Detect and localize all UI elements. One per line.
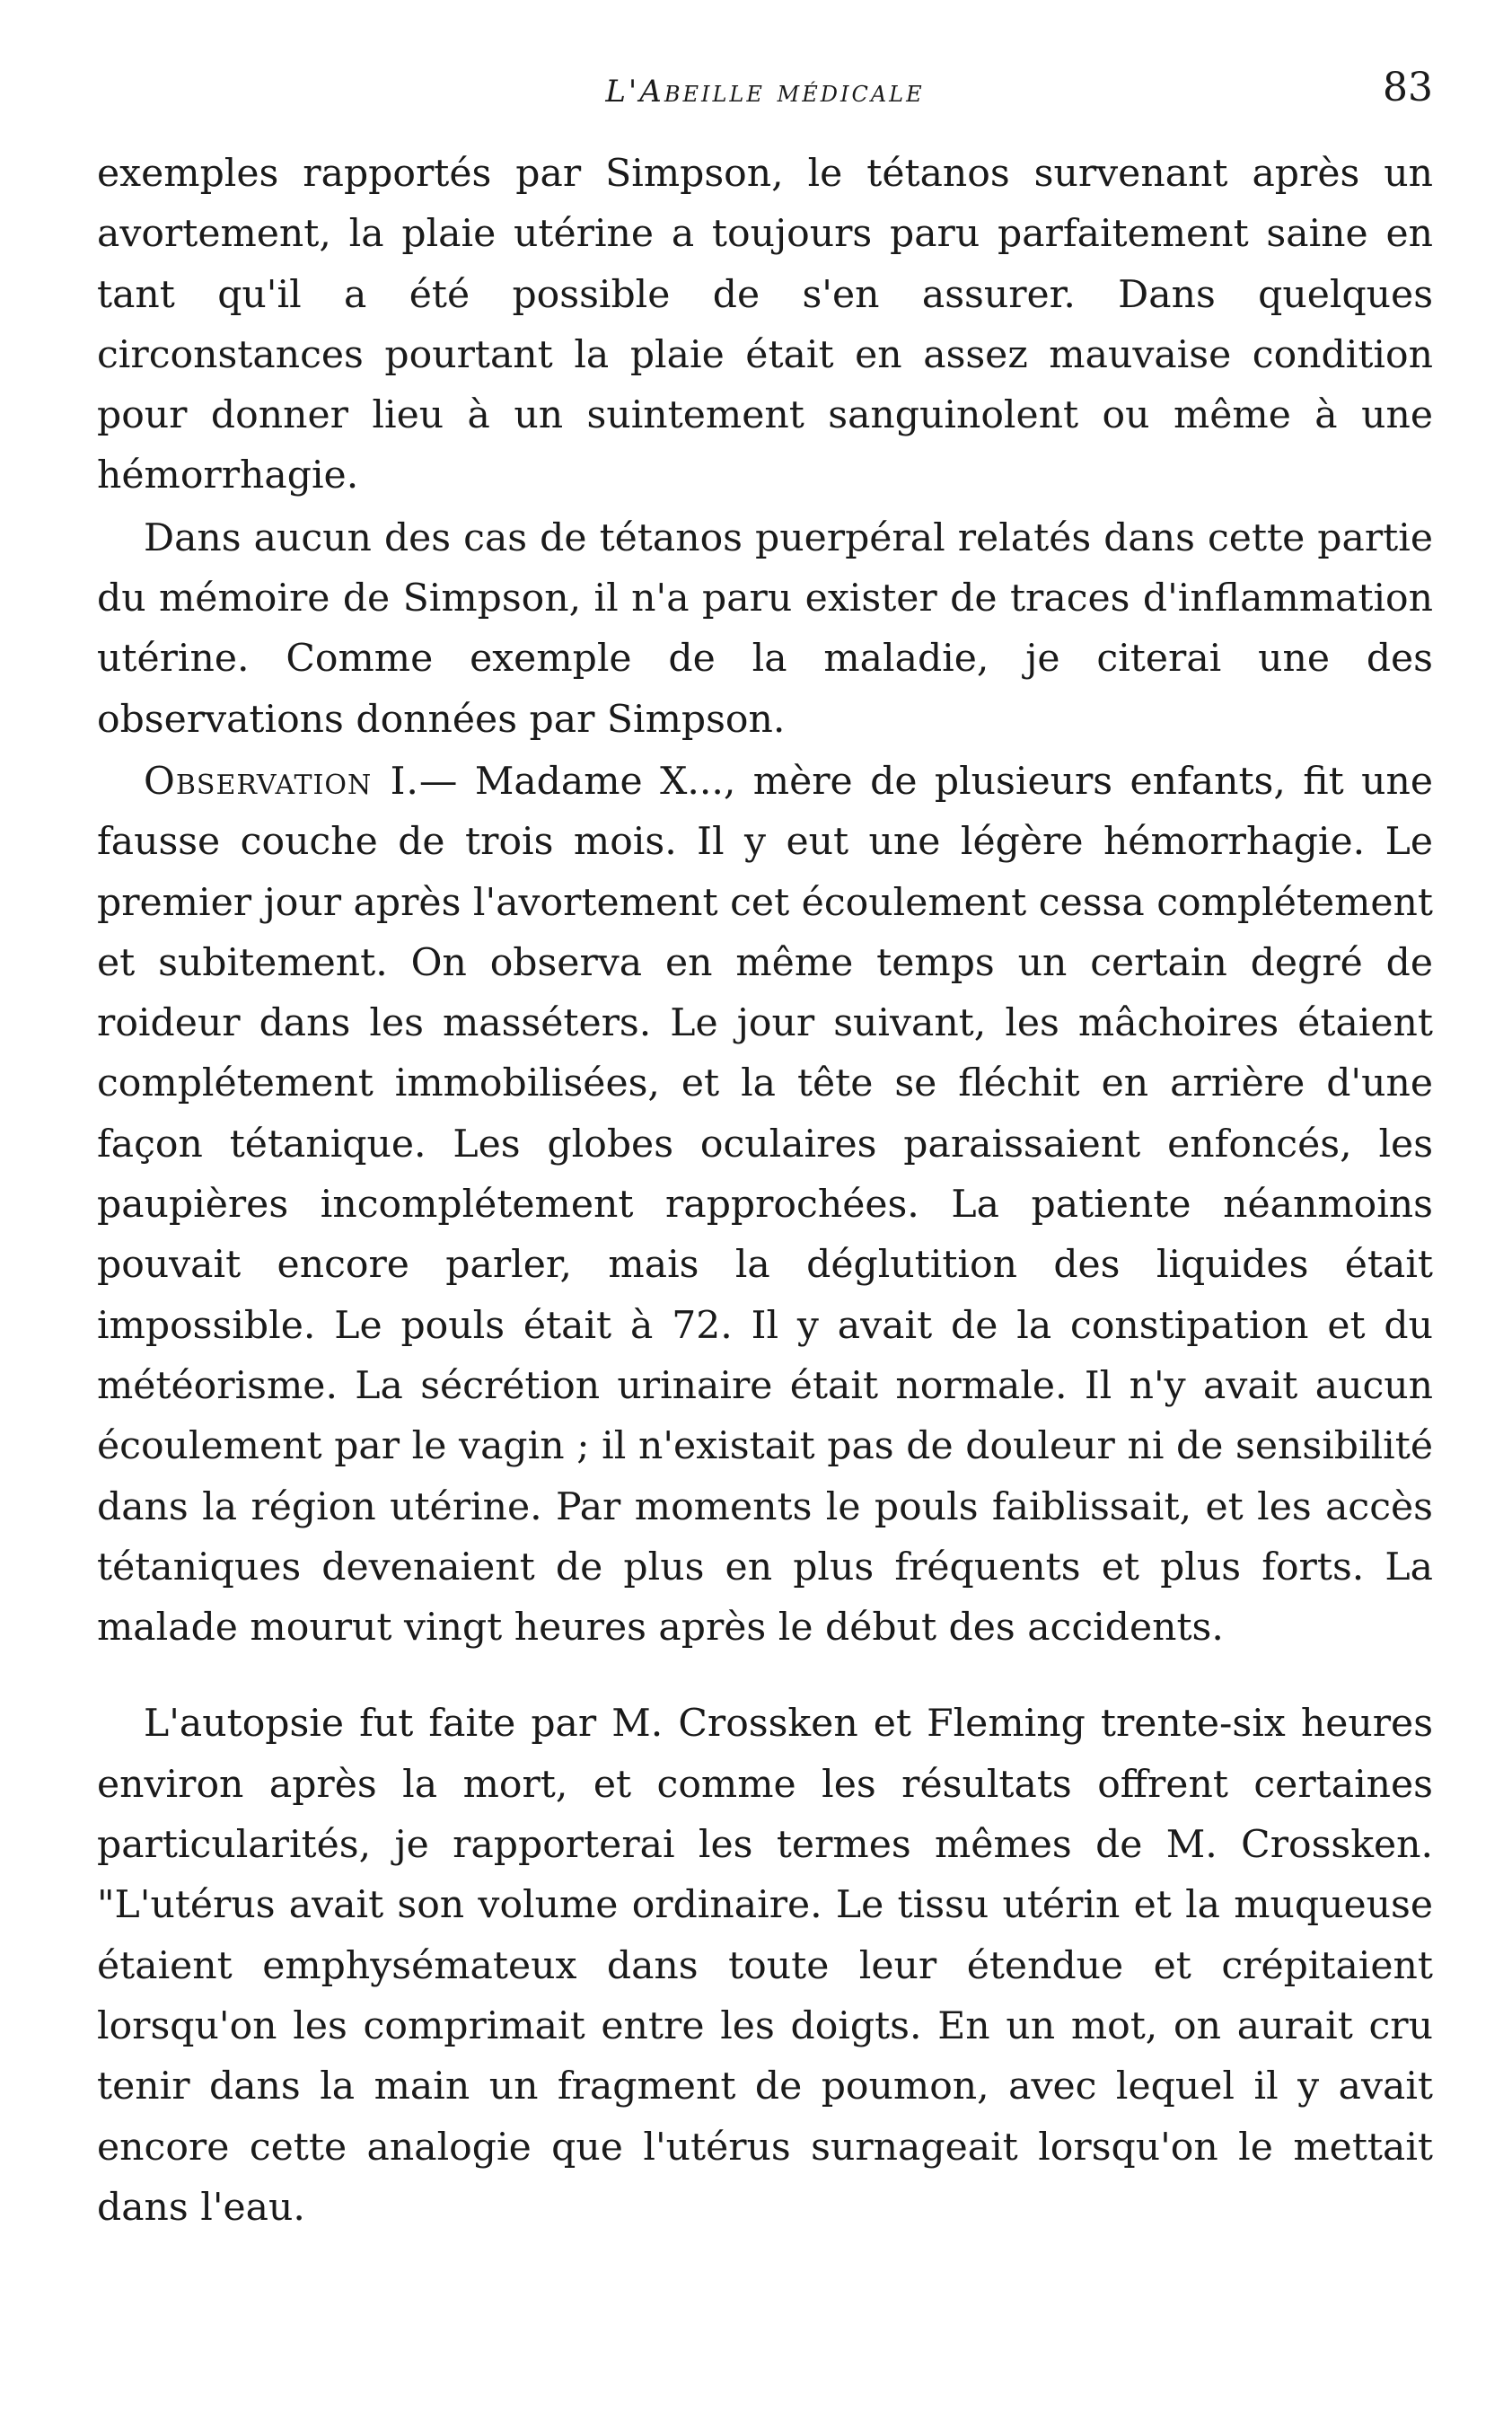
observation-label: Observation I.: [144, 759, 419, 804]
page-number: 83: [1383, 65, 1433, 110]
paragraph-continuation: [97, 144, 1433, 506]
paragraph-text: L'autopsie fut faite par M. Crossken et Fleming trente-six heures environ après la mort, et comme les résultats offrent certaines particularités, je rapporterai les termes mêmes de M. Crossken. "L'utérus avait son volume ordinaire. Le tissu utérin et la muqueuse étaient emphysémateux dans toute leur étendue et crépitaient lorsqu'on les comprimait entre les doigts. En un mot, on aurait cru tenir dans la main un fragment de poumon, avec lequel il y avait encore cette analogie que l'utérus surnageait lorsqu'on le mettait dans l'eau.: [97, 1702, 1433, 2230]
paragraph-observation: [97, 752, 1433, 1658]
running-title: L'Abeille médicale: [605, 74, 925, 110]
paragraph-simpson-cases: [97, 508, 1433, 750]
paragraph-autopsy: [97, 1694, 1433, 2238]
book-page: [97, 65, 1433, 2238]
page-header: [97, 65, 1433, 117]
paragraph-text: exemples rapportés par Simpson, le tétanos survenant après un avortement, la plaie utérine a toujours paru parfaitement saine en tant qu'il a été possible de s'en assurer. Dans quelques circonstances pourtant la plaie était en assez mauvaise condition pour donner lieu à un suintement sanguinolent ou même à une hémorrhagie.: [97, 152, 1433, 498]
paragraph-text: Dans aucun des cas de tétanos puerpéral relatés dans cette partie du mémoire de Simpson, il n'a paru exister de traces d'inflammation utérine. Comme exemple de la maladie, je citerai une des observations données par Simpson.: [97, 515, 1433, 742]
paragraph-text: — Madame X..., mère de plusieurs enfants, fit une fausse couche de trois mois. Il y eut une légère hémorrhagie. Le premier jour après l'avortement cet écoulement cessa complétement et subitement. On observa en même temps un certain degré de roideur dans les masséters. Le jour suivant, les mâchoires étaient complétement immobilisées, et la tête se fléchit en arrière d'une façon tétanique. Les globes oculaires paraissaient enfoncés, les paupières incomplétement rapprochées. La patiente néanmoins pouvait encore parler, mais la déglutition des liquides était impossible. Le pouls était à 72. Il y avait de la constipation et du météorisme. La sécrétion urinaire était normale. Il n'y avait aucun écoulement par le vagin ; il n'existait pas de douleur ni de sensibilité dans la région utérine. Par moments le pouls faiblissait, et les accès tétaniques devenaient de plus en plus fréquents et plus forts. La malade mourut vingt heures après le début des accidents.: [97, 759, 1433, 1651]
